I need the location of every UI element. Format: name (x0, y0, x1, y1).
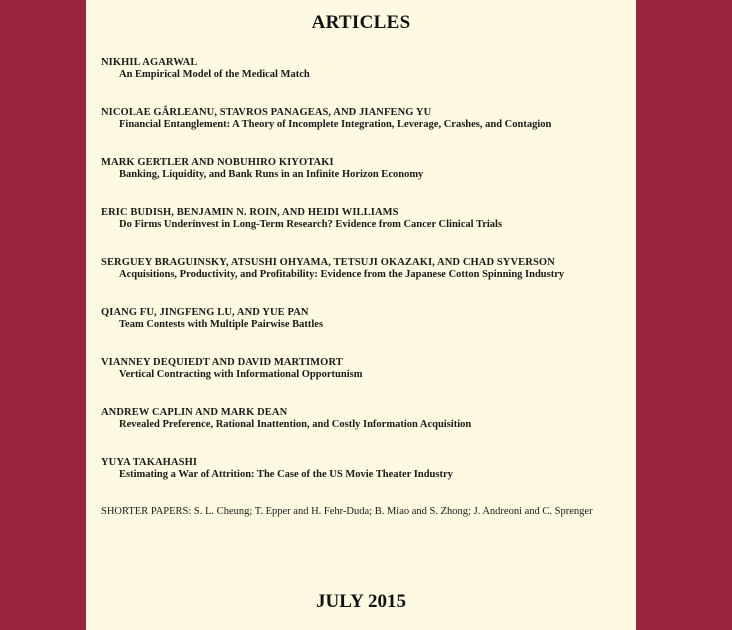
article-authors: VIANNEY DEQUIEDT AND DAVID MARTIMORT (101, 357, 343, 368)
article-item (101, 207, 631, 257)
article-item (101, 307, 631, 357)
article-title: Revealed Preference, Rational Inattention, and Costly Information Acquisition (119, 419, 472, 430)
article-authors: NICOLAE GÂRLEANU, STAVROS PANAGEAS, AND JIANFENG YU (101, 107, 432, 118)
article-title: Acquisitions, Productivity, and Profitability: Evidence from the Japanese Cotton Spinning Industry (119, 269, 565, 280)
article-authors: SERGUEY BRAGUINSKY, ATSUSHI OHYAMA, TETSUJI OKAZAKI, AND CHAD SYVERSON (101, 257, 555, 268)
article-authors: YUYA TAKAHASHI (101, 457, 198, 468)
article-authors: ANDREW CAPLIN AND MARK DEAN (101, 407, 288, 418)
journal-cover-page (86, 0, 636, 630)
article-item (101, 407, 631, 457)
article-title: Banking, Liquidity, and Bank Runs in an Infinite Horizon Economy (119, 169, 424, 180)
article-title: Vertical Contracting with Informational Opportunism (119, 369, 363, 380)
article-title: Financial Entanglement: A Theory of Incomplete Integration, Leverage, Crashes, and Contagion (119, 119, 552, 130)
issue-date: JULY 2015 (316, 591, 406, 612)
article-item (101, 457, 631, 507)
article-authors: QIANG FU, JINGFENG LU, AND YUE PAN (101, 307, 309, 318)
article-item (101, 157, 631, 207)
article-item (101, 107, 631, 157)
article-title: Estimating a War of Attrition: The Case of the US Movie Theater Industry (119, 469, 453, 480)
article-item (101, 57, 631, 107)
shorter-papers-line: SHORTER PAPERS: S. L. Cheung; T. Epper and H. Fehr-Duda; B. Miao and S. Zhong; J. Andreoni and C. Sprenger (101, 506, 593, 517)
article-authors: NIKHIL AGARWAL (101, 57, 198, 68)
article-title: Do Firms Underinvest in Long-Term Research? Evidence from Cancer Clinical Trials (119, 219, 503, 230)
article-item (101, 357, 631, 407)
articles-heading: ARTICLES (311, 12, 411, 33)
article-authors: ERIC BUDISH, BENJAMIN N. ROIN, AND HEIDI WILLIAMS (101, 207, 399, 218)
article-item (101, 257, 631, 307)
article-authors: MARK GERTLER AND NOBUHIRO KIYOTAKI (101, 157, 334, 168)
article-title: Team Contests with Multiple Pairwise Battles (119, 319, 324, 330)
article-list (101, 57, 631, 507)
article-title: An Empirical Model of the Medical Match (119, 69, 310, 80)
